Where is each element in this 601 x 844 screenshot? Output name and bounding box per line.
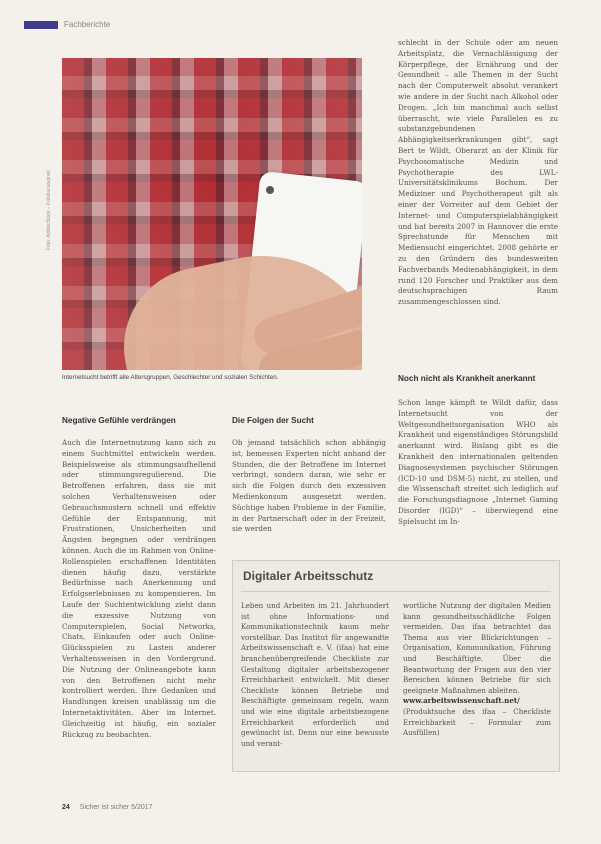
info-box-left-text: Leben und Arbeiten im 21. Jahrhundert ist ohne Informations- und Kommunikationstechnik kaum mehr vorstellbar. Das Institut für angewandte Arbeitswissenschaft e. V. (ifaa) hat eine branchenübergreifende Checkliste zur Gestaltung digitaler arbeitsbezogener Erreichbarkeit entwickelt. Mit dieser Checkliste können Betriebe und Beschäftigte gemeinsam regeln, wann und wie eine digitale arbeitsbezogene Erreichbarkeit erforderlich und gewünscht ist. Denn nur eine bewusste und verant- [241,601,389,748]
info-box-divider [241,591,551,592]
krankheit-text: Schon lange kämpft te Wildt dafür, dass Internetsucht von der Weltgesundheitsorganisation WHO als Krankheit und eigenständiges Störungsbild anerkannt wird. Bislang gibt es die Krankheit den internationalen geltenden Diagnosesystemen psychischer Störungen (ICD-10 und DSM-5) nicht, zu stellen, und die Wissenschaft streitet sich lediglich auf die Forschungsdiagnose „Internet Gaming Disorder (IGD)“ – überwiegend eine Spielsucht im In- [398,398,558,526]
folgen-text: Ob jemand tatsächlich schon abhängig ist, bemessen Experten nicht anhand der Stunden, die der Betroffene im Internet verbringt, sondern daran, wie sehr er sich die Folgen durch den exzessiven Medienkonsum ausgesetzt werden. Süchtige haben Probleme in der Familie, in der Partnerschaft oder in der Freizeit, sie werden [232,438,386,534]
heading-negative: Negative Gefühle verdrängen [62,416,176,425]
info-box-title: Digitaler Arbeitsschutz [243,569,374,583]
negative-text: Auch die Internetnutzung kann sich zu einem Suchtmittel entwickeln werden. Beispielsweise als stimmungsaufhellend oder stimmungsregulierend. Die Betroffenen erfahren, dass sie mit solchen Verhaltensweisen oder Gebrauchsmustern schnell und effektiv Gefühle der Entspannung, mit Frustrationen, Unsicherheiten und Ängsten begegnen oder verdrängen können. Auch die im Rahmen von Online-Rollenspielen erschaffenen Identitäten dienen häufig dazu, verstärkte Bedürfnisse nach Anerkennung und Erfolgserlebnissen zu kompensieren. Im Laufe der Suchtentwicklung zieht dann die exzessive Nutzung von Computerspielen, Social Networks, Chats, Einkaufen oder auch Online-Glücksspielen zu Lasten anderer Verhaltensweisen in den Vordergrund. Die Nutzung der Onlineangebote kann von den Betroffenen nicht mehr kontrolliert werden. Ihre Gedanken und Handlungen kreisen unablässig um die Internetaktivitäten. Aber im Internet. Gleichzeitig ist häufig, ein sozialer Rückzug zu beobachten. [62,438,216,739]
heading-krankheit: Noch nicht als Krankheit anerkannt [398,374,536,383]
section-label: Fachberichte [64,20,111,29]
ifaa-link[interactable]: www.arbeitswissenschaft.net/ [403,696,520,706]
article-photo [62,58,362,370]
phone-camera-dot [266,186,274,194]
photo-credit: Foto: AdobeStock – Fotolia/rawpixel [46,170,52,250]
ifaa-link-note: (Produktsuche des ifaa – Checkliste Erreichbarkeit – Formular zum Ausfüllen) [403,706,551,738]
photo-caption: Internetsucht betrifft alle Altersgruppen, Geschlechter und sozialen Schichten. [62,374,279,381]
info-box-right-col [403,601,551,739]
page-footer [62,804,153,811]
heading-folgen: Die Folgen der Sucht [232,416,314,425]
right-column-text: schlecht in der Schule oder am neuen Arbeitsplatz, die Vernachlässigung der Körperpflege, der Ernährung und der Gesundheit – alle Themen in der Sucht nach der Computerwelt absolut verankert wie andere in der Sucht nach Alkohol oder Drogen. „Ich bin manchmal auch selbst überrascht, wie viele Parallelen es zu substanzgebundenen Abhängigkeitserkrankungen gibt“, sagt Bert te Wildt, Oberarzt an der Klinik für Psychosomatische Medizin und Psychotherapie des LWL-Universitätsklinikums Bochum. Der Mediziner und Psychotherapeut gilt als einer der Vorreiter auf dem Gebiet der Internet- und Computerspielabhängigkeit und hat bereits 2007 in Hannover die erste Sprechstunde für Menschen mit Mediensucht eingerichtet. 2008 gehörte er zu den Gründern des bundesweiten Fachverbands Medienabhängigkeit, in dem rund 120 Forscher und Praktiker aus dem deutschsprachigen Raum zusammengeschlossen sind. [398,38,558,307]
info-box-right-text: wortliche Nutzung der digitalen Medien kann gesundheitsschädliche Folgen vermeiden. Das ifaa betrachtet das Thema aus vier Blickrichtungen – Organisation, Kommunikation, Führung und Beschäftigte. Über die Beantwortung der Fragen aus den vier Bereichen können Betriebe für sich geeignete Maßnahmen ableiten. [403,601,551,695]
section-header [24,20,110,29]
publication-name: Sicher ist sicher 5/2017 [79,804,153,811]
page-number: 24 [62,804,70,811]
section-color-bar [24,21,58,29]
info-box [232,560,560,772]
